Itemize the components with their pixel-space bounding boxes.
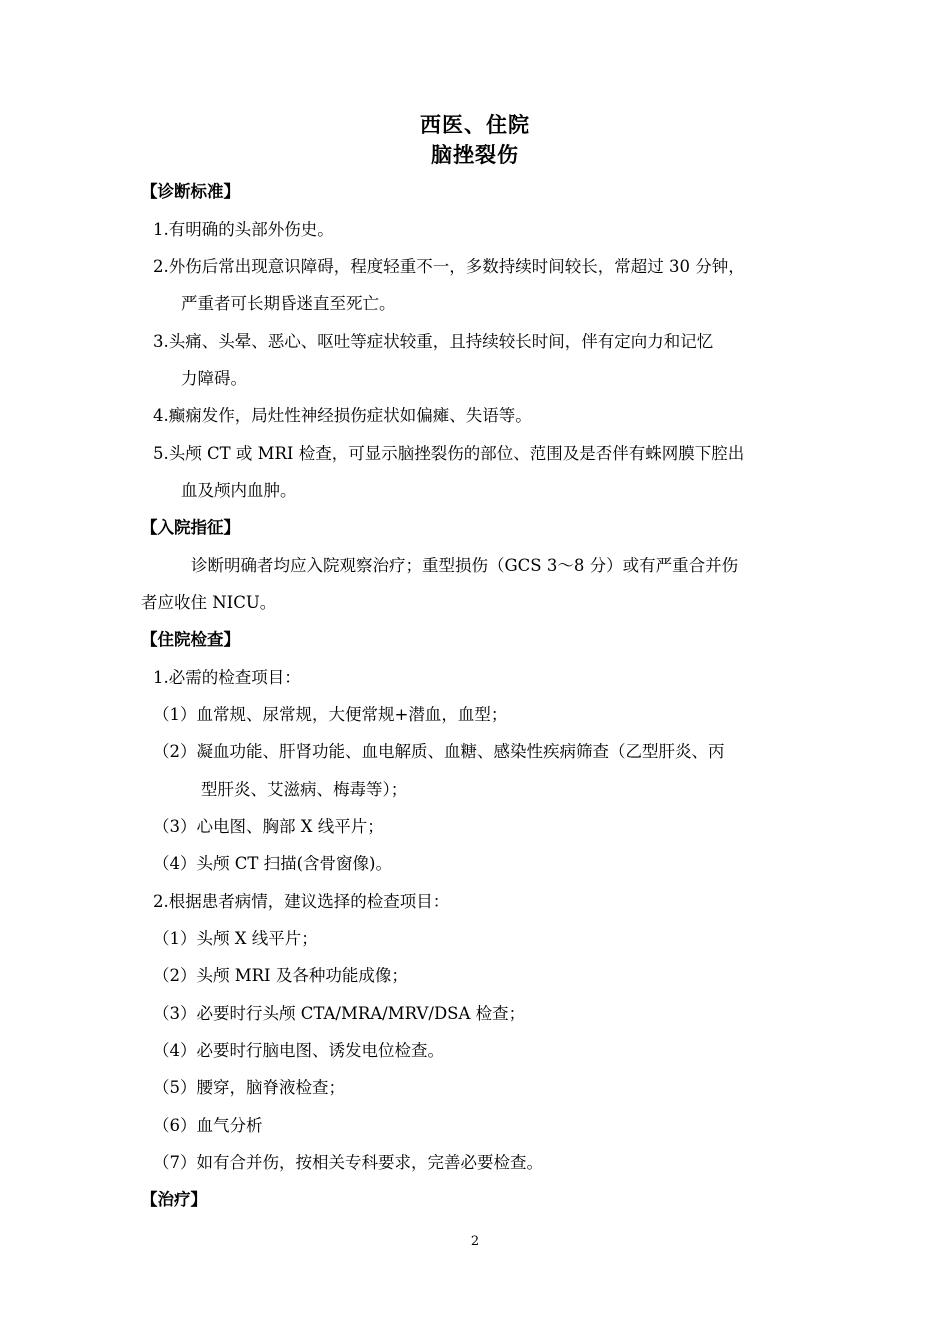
diagnosis-item: 2.外伤后常出现意识障碍，程度轻重不一，多数持续时间较长，常超过 30 分钟，	[153, 257, 745, 276]
diagnosis-item-continued: 血及颅内血肿。	[181, 481, 297, 500]
exam-group: 1.必需的检查项目：	[153, 668, 301, 687]
diagnosis-item-continued: 严重者可长期昏迷直至死亡。	[181, 294, 396, 313]
document-title: 西医、住院	[420, 113, 530, 137]
diagnosis-item: 5.头颅 CT 或 MRI 检查，可显示脑挫裂伤的部位、范围及是否伴有蛛网膜下腔出	[153, 444, 745, 463]
section-heading-admission: 【入院指征】	[141, 518, 240, 537]
exam-item: （3）必要时行头颅 CTA/MRA/MRV/DSA 检查；	[153, 1004, 526, 1023]
exam-item: （6）血气分析	[153, 1116, 263, 1135]
exam-item: （3）心电图、胸部 X 线平片；	[153, 817, 384, 836]
diagnosis-item-continued: 力障碍。	[181, 369, 247, 388]
diagnosis-item: 3.头痛、头晕、恶心、呕吐等症状较重，且持续较长时间，伴有定向力和记忆	[153, 332, 714, 351]
admission-paragraph-continued: 者应收住 NICU。	[141, 593, 277, 612]
exam-item: （2）头颅 MRI 及各种功能成像；	[153, 966, 408, 985]
section-heading-exams: 【住院检查】	[141, 630, 240, 649]
admission-paragraph: 诊断明确者均应入院观察治疗；重型损伤（GCS 3～8 分）或有严重合并伤	[191, 556, 739, 575]
page-number: 2	[470, 1234, 480, 1249]
exam-item-continued: 型肝炎、艾滋病、梅毒等）；	[201, 780, 408, 799]
exam-item: （5）腰穿，脑脊液检查；	[153, 1078, 345, 1097]
diagnosis-item: 4.癫痫发作，局灶性神经损伤症状如偏瘫、失语等。	[153, 406, 532, 425]
exam-item: （1）血常规、尿常规，大便常规+潜血，血型；	[153, 705, 508, 724]
exam-item: （4）必要时行脑电图、诱发电位检查。	[153, 1041, 444, 1060]
diagnosis-item: 1.有明确的头部外伤史。	[153, 220, 334, 239]
exam-item: （2）凝血功能、肝肾功能、血电解质、血糖、感染性疾病筛查（乙型肝炎、丙	[153, 742, 725, 761]
exam-item: （1）头颅 X 线平片；	[153, 929, 318, 948]
section-heading-diagnosis: 【诊断标准】	[141, 182, 240, 201]
section-heading-treatment: 【治疗】	[141, 1190, 207, 1209]
exam-item: （4）头颅 CT 扫描(含骨窗像)。	[153, 854, 392, 873]
document-subtitle: 脑挫裂伤	[431, 143, 519, 167]
exam-group: 2.根据患者病情，建议选择的检查项目：	[153, 892, 450, 911]
exam-item: （7）如有合并伤，按相关专科要求，完善必要检查。	[153, 1153, 543, 1172]
